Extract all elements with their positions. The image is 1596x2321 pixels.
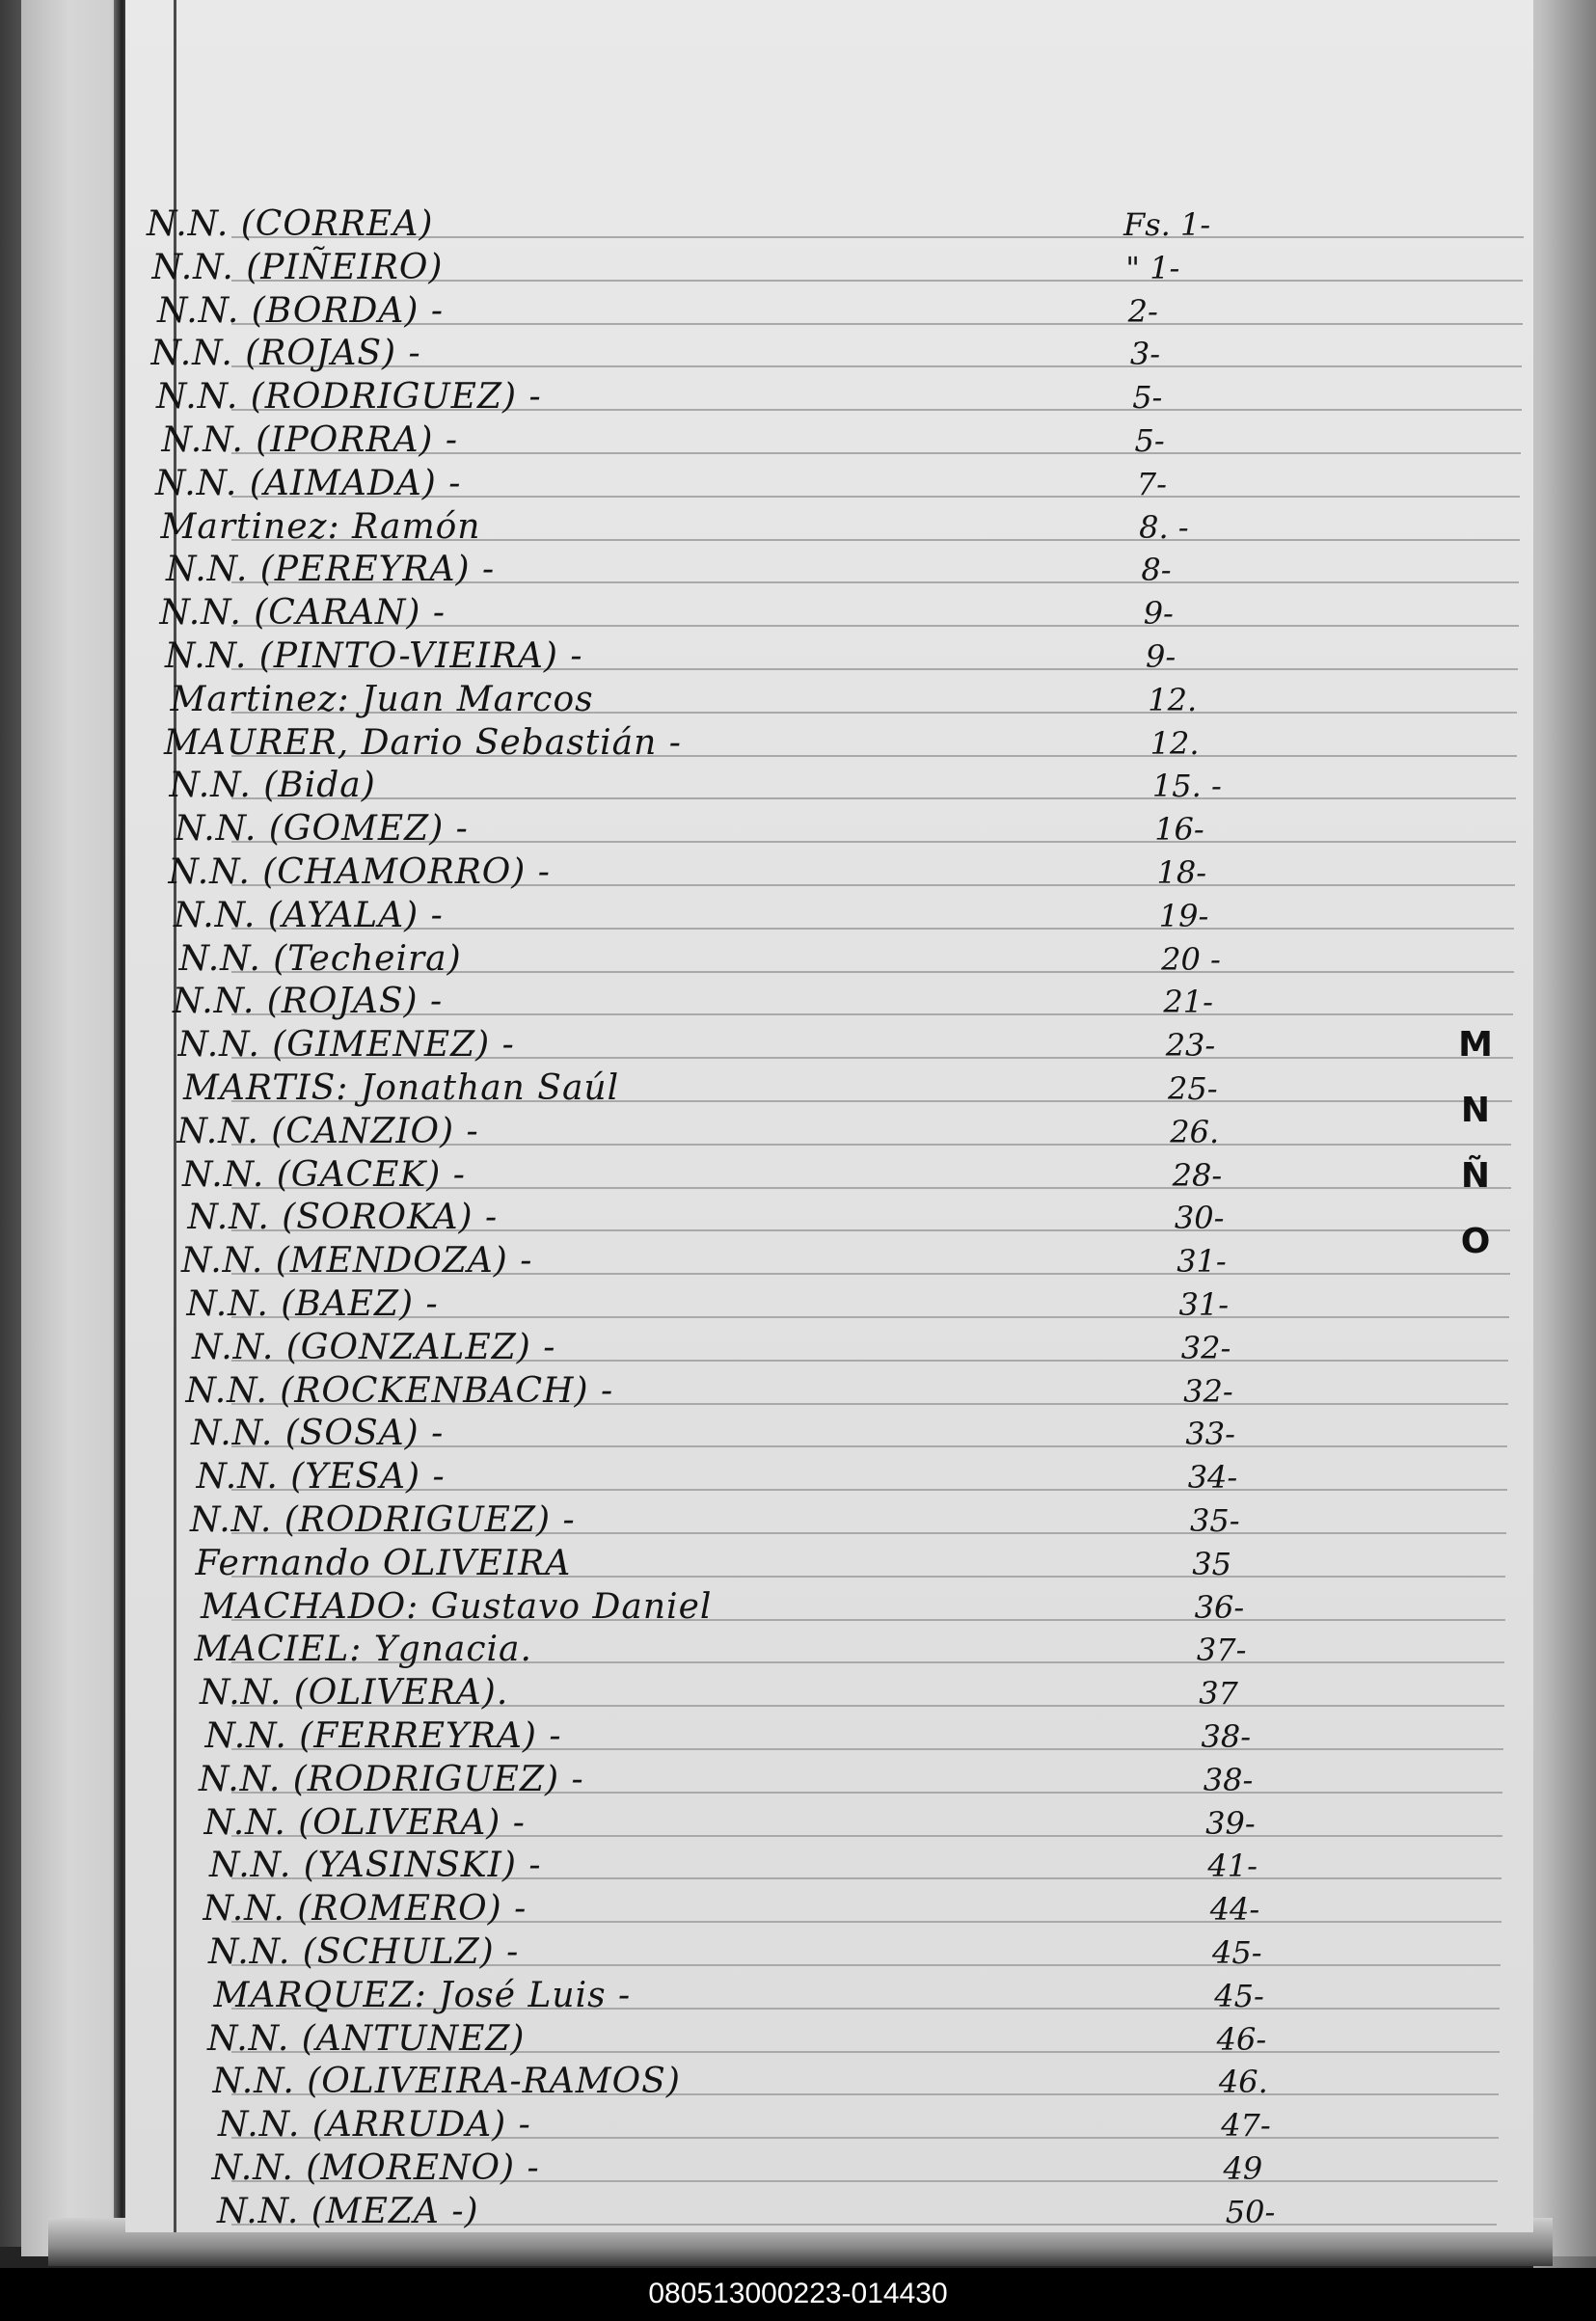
entry-folio: 12. (1148, 681, 1198, 718)
entry-name: N.N. (PINTO-VIEIRA) - (165, 636, 583, 676)
entry-name: N.N. (IPORRA) - (161, 420, 459, 460)
entry-name: N.N. (YESA) - (196, 1457, 446, 1498)
entry-folio: 3- (1129, 336, 1161, 373)
entry-name: N.N. (ROJAS) - (173, 982, 444, 1022)
entry-folio: 31- (1177, 1243, 1227, 1281)
entry-folio: 46- (1216, 2020, 1267, 2058)
entry-folio: 7- (1136, 465, 1167, 502)
entry-name: N.N. (CHAMORRO) - (168, 852, 551, 892)
entry-folio: 15. - (1151, 768, 1222, 805)
entry-folio: 33- (1185, 1416, 1235, 1453)
entry-name: N.N. (AYALA) - (174, 895, 444, 935)
entry-name: MAURER, Dario Sebastián - (164, 722, 682, 763)
entry-name: N.N. (ROCKENBACH) - (185, 1370, 614, 1411)
entry-folio: 39- (1205, 1804, 1256, 1842)
entry-folio: 38- (1203, 1761, 1254, 1798)
entry-name: N.N. (Bida) (169, 766, 376, 806)
entry-name: N.N. (SOROKA) - (187, 1198, 499, 1238)
entry-name: N.N. (GIMENEZ) - (177, 1025, 515, 1066)
entry-folio: 21- (1163, 984, 1213, 1021)
entry-name: N.N. (GOMEZ) - (175, 809, 469, 850)
entry-folio: 8. - (1139, 508, 1189, 546)
entry-folio: 5- (1132, 379, 1163, 417)
entry-folio: 41- (1207, 1848, 1258, 1885)
entry-name: N.N. (BAEZ) - (186, 1284, 439, 1324)
notebook-page (125, 0, 1533, 2232)
entry-folio: 20 - (1161, 940, 1221, 978)
entry-name: N.N. (MEZA -) (217, 2191, 479, 2231)
entry-name: N.N. (MENDOZA) - (181, 1241, 533, 1282)
entry-name: Fernando OLIVEIRA (195, 1543, 572, 1583)
facing-page-edge (21, 0, 127, 2256)
entry-folio: 47- (1221, 2107, 1271, 2145)
entry-folio: 9- (1143, 595, 1174, 633)
document-id: 080513000223-014430 (648, 2278, 948, 2309)
entry-name: N.N. (PEREYRA) - (166, 550, 496, 590)
entry-name: N.N. (OLIVERA) - (203, 1802, 526, 1843)
entry-name: MACIEL: Ygnacia. (194, 1630, 532, 1670)
entry-name: N.N. (BORDA) - (157, 290, 445, 331)
entry-name: N.N. (PIÑEIRO) (151, 247, 444, 287)
entry-name: MACHADO: Gustavo Daniel (201, 1586, 713, 1627)
entry-folio: 37- (1196, 1632, 1247, 1669)
entry-folio: 36- (1194, 1588, 1245, 1626)
entry-folio: 45- (1212, 1934, 1262, 1971)
index-tab-letter: N (1460, 1091, 1491, 1130)
entry-name: N.N. (RODRIGUEZ) - (190, 1500, 576, 1540)
entry-folio: 26. (1170, 1113, 1220, 1150)
entry-name: Martinez: Ramón (160, 506, 481, 547)
entry-folio: 16- (1154, 811, 1204, 849)
entry-name: N.N. (GONZALEZ) - (192, 1327, 556, 1367)
entry-name: N.N. (ROJAS) - (150, 334, 421, 374)
entry-name: N.N. (AIMADA) - (155, 463, 462, 503)
entry-folio: " 1- (1125, 249, 1180, 286)
entry-folio: 35- (1190, 1502, 1240, 1539)
entry-folio: 23- (1165, 1027, 1216, 1065)
entry-name: Martinez: Juan Marcos (170, 679, 594, 719)
entry-name: N.N. (OLIVEIRA-RAMOS) (212, 2062, 681, 2102)
entry-folio: 8- (1141, 552, 1172, 589)
entry-name: N.N. (ROMERO) - (203, 1889, 527, 1930)
entry-name: N.N. (RODRIGUEZ) - (156, 377, 542, 418)
entry-name: MARTIS: Jonathan Saúl (183, 1068, 620, 1108)
entry-folio: 35 (1192, 1545, 1232, 1582)
entry-folio: 45- (1214, 1977, 1264, 2014)
entry-name: N.N. (ANTUNEZ) (207, 2018, 526, 2059)
index-tab-letter: M (1458, 1025, 1493, 1065)
entry-folio: 5- (1134, 422, 1165, 459)
entry-name: MARQUEZ: José Luis - (213, 1975, 632, 2015)
entry-folio: 12. (1150, 724, 1200, 762)
entry-name: N.N. (FERREYRA) - (204, 1716, 562, 1756)
entry-folio: 30- (1174, 1200, 1225, 1237)
entry-folio: 31- (1178, 1286, 1230, 1323)
alphabet-index-tab (1456, 1012, 1495, 1275)
footer-bar (0, 2268, 1596, 2321)
entry-name: N.N. (CORREA) (147, 204, 434, 244)
entry-folio: 19- (1158, 897, 1209, 934)
entry-folio: Fs. 1- (1123, 206, 1211, 243)
entry-name: N.N. (OLIVERA). (200, 1673, 509, 1714)
entry-folio: 32- (1183, 1372, 1233, 1410)
entry-folio: 28- (1172, 1156, 1223, 1194)
entry-name: N.N. (RODRIGUEZ) - (199, 1759, 584, 1799)
entry-folio: 2- (1127, 292, 1158, 330)
entry-folio: 18- (1156, 854, 1207, 891)
index-tab-letter: Ñ (1460, 1156, 1491, 1196)
entry-name: N.N. (SCHULZ) - (208, 1932, 520, 1972)
index-entries (125, 0, 1533, 2232)
entry-name: N.N. (CANZIO) - (176, 1111, 479, 1151)
index-tab-letter: O (1460, 1222, 1491, 1261)
entry-folio: 9- (1146, 638, 1177, 675)
entry-folio: 32- (1180, 1329, 1231, 1366)
entry-folio: 34- (1187, 1459, 1238, 1497)
entry-folio: 50- (1225, 2193, 1276, 2230)
entry-name: N.N. (MORENO) - (211, 2148, 540, 2188)
entry-name: N.N. (GACEK) - (182, 1154, 466, 1195)
entry-name: N.N. (YASINSKI) - (209, 1846, 542, 1886)
entry-name: N.N. (CARAN) - (159, 593, 446, 634)
entry-name: N.N. (SOSA) - (191, 1414, 445, 1454)
entry-name: N.N. (ARRUDA) - (218, 2105, 531, 2146)
entry-folio: 25- (1168, 1070, 1218, 1107)
entry-folio: 44- (1209, 1891, 1260, 1929)
entry-folio: 49 (1223, 2150, 1263, 2187)
entry-name: N.N. (Techeira) (178, 938, 462, 979)
entry-folio: 38- (1201, 1718, 1252, 1755)
entry-folio: 37 (1199, 1675, 1238, 1713)
entry-folio: 46. (1218, 2064, 1268, 2101)
